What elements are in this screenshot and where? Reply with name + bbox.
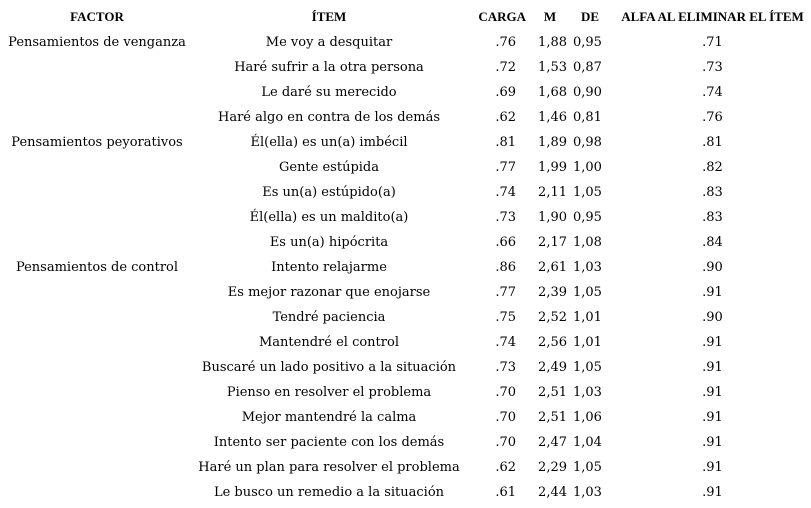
table-row [0,455,811,480]
alfa-cell: .91 [702,285,723,300]
de-cell: 1,04 [573,435,602,450]
item-cell: Mantendré el control [259,335,399,350]
header-factor: FACTOR [70,9,124,24]
table-row [0,255,811,280]
de-cell: 1,03 [573,485,602,500]
m-cell: 2,51 [538,410,567,425]
carga-cell: .75 [495,310,516,325]
factor-cell [0,305,194,330]
item-cell: Él(ella) es un(a) imbécil [250,135,408,150]
m-cell: 1,46 [538,110,567,125]
alfa-cell: .90 [702,310,723,325]
alfa-cell: .82 [702,160,723,175]
table-row [0,105,811,130]
table-row [0,230,811,255]
m-cell: 1,88 [538,35,567,50]
carga-cell: .62 [495,110,516,125]
factor-cell [0,380,194,405]
de-cell: 1,01 [573,335,602,350]
factor-cell [0,455,194,480]
alfa-cell: .83 [702,185,723,200]
alfa-cell: .84 [702,235,723,250]
de-cell: 1,00 [573,160,602,175]
factor-cell [0,205,194,230]
factor-cell [0,280,194,305]
de-cell: 1,05 [573,185,602,200]
item-cell: Buscaré un lado positivo a la situación [201,360,457,375]
factor-cell [0,330,194,355]
table-row [0,430,811,455]
table-row [0,80,811,105]
alfa-cell: .83 [702,210,723,225]
factor-cell [0,355,194,380]
carga-cell: .86 [495,260,516,275]
factor-cell: Pensamientos de control [15,260,179,275]
carga-cell: .81 [495,135,516,150]
m-cell: 2,51 [538,385,567,400]
header-item: ÍTEM [311,9,347,24]
m-cell: 1,90 [538,210,567,225]
factor-cell: Pensamientos de venganza [8,35,186,50]
factor-cell [0,80,194,105]
alfa-cell: .91 [702,485,723,500]
m-cell: 2,17 [538,235,567,250]
header-alfa: ALFA AL ELIMINAR EL ÍTEM [621,9,804,24]
de-cell: 0,90 [573,85,602,100]
de-cell: 0,81 [573,110,602,125]
alfa-cell: .71 [702,35,723,50]
factor-cell [0,430,194,455]
de-cell: 0,87 [573,60,602,75]
item-cell: Es mejor razonar que enojarse [227,285,431,300]
alfa-cell: .91 [702,360,723,375]
header-row [0,4,811,30]
factor-cell [0,405,194,430]
item-cell: Intento ser paciente con los demás [213,435,445,450]
table-row [0,55,811,80]
carga-cell: .69 [495,85,516,100]
table-body [0,30,811,505]
item-cell: Él(ella) es un maldito(a) [249,210,409,225]
item-cell: Mejor mantendré la calma [241,410,417,425]
item-cell: Me voy a desquitar [265,35,393,50]
item-cell: Le busco un remedio a la situación [213,485,445,500]
table-row [0,330,811,355]
de-cell: 0,98 [573,135,602,150]
m-cell: 2,44 [538,485,567,500]
carga-cell: .77 [495,160,516,175]
factor-cell [0,180,194,205]
table-row [0,305,811,330]
header-m: M [543,9,557,24]
header-de: DE [580,9,600,24]
factor-cell [0,55,194,80]
m-cell: 2,49 [538,360,567,375]
table-row [0,130,811,155]
carga-cell: .72 [495,60,516,75]
de-cell: 0,95 [573,35,602,50]
alfa-cell: .73 [702,60,723,75]
factor-cell [0,155,194,180]
alfa-cell: .91 [702,460,723,475]
table-row [0,180,811,205]
alfa-cell: .91 [702,335,723,350]
table-row [0,155,811,180]
alfa-cell: .74 [702,85,723,100]
item-cell: Haré sufrir a la otra persona [234,60,424,75]
carga-cell: .74 [495,335,516,350]
factor-loadings-table [0,4,811,505]
factor-cell [0,105,194,130]
carga-cell: .70 [495,435,516,450]
alfa-cell: .81 [702,135,723,150]
alfa-cell: .91 [702,410,723,425]
item-cell: Tendré paciencia [272,310,386,325]
alfa-cell: .76 [702,110,723,125]
carga-cell: .70 [495,385,516,400]
de-cell: 1,05 [573,285,602,300]
carga-cell: .61 [495,485,516,500]
de-cell: 1,05 [573,460,602,475]
m-cell: 2,11 [538,185,567,200]
de-cell: 1,08 [573,235,602,250]
table-row [0,280,811,305]
table-row [0,380,811,405]
item-cell: Gente estúpida [278,160,379,175]
m-cell: 2,29 [538,460,567,475]
de-cell: 1,01 [573,310,602,325]
de-cell: 0,95 [573,210,602,225]
item-cell: Pienso en resolver el problema [226,385,432,400]
de-cell: 1,03 [573,385,602,400]
item-cell: Haré un plan para resolver el problema [198,460,460,475]
table-row [0,30,811,55]
de-cell: 1,05 [573,360,602,375]
carga-cell: .73 [495,210,516,225]
m-cell: 1,89 [538,135,567,150]
factor-cell: Pensamientos peyorativos [11,135,183,150]
factor-cell [0,480,194,505]
carga-cell: .66 [495,235,516,250]
de-cell: 1,03 [573,260,602,275]
table-row [0,480,811,505]
carga-cell: .62 [495,460,516,475]
table-row [0,405,811,430]
carga-cell: .70 [495,410,516,425]
table-row [0,205,811,230]
m-cell: 1,99 [538,160,567,175]
m-cell: 1,53 [538,60,567,75]
item-cell: Le daré su merecido [261,85,397,100]
m-cell: 2,52 [538,310,567,325]
factor-cell [0,230,194,255]
m-cell: 1,68 [538,85,567,100]
m-cell: 2,47 [538,435,567,450]
m-cell: 2,39 [538,285,567,300]
carga-cell: .76 [495,35,516,50]
table-row [0,355,811,380]
m-cell: 2,56 [538,335,567,350]
item-cell: Es un(a) hipócrita [269,235,389,250]
header-carga: CARGA [478,9,526,24]
item-cell: Es un(a) estúpido(a) [262,185,396,200]
item-cell: Intento relajarme [271,260,387,275]
alfa-cell: .91 [702,385,723,400]
m-cell: 2,61 [538,260,567,275]
item-cell: Haré algo en contra de los demás [217,110,440,125]
carga-cell: .74 [495,185,516,200]
alfa-cell: .90 [702,260,723,275]
de-cell: 1,06 [573,410,602,425]
carga-cell: .77 [495,285,516,300]
alfa-cell: .91 [702,435,723,450]
carga-cell: .73 [495,360,516,375]
